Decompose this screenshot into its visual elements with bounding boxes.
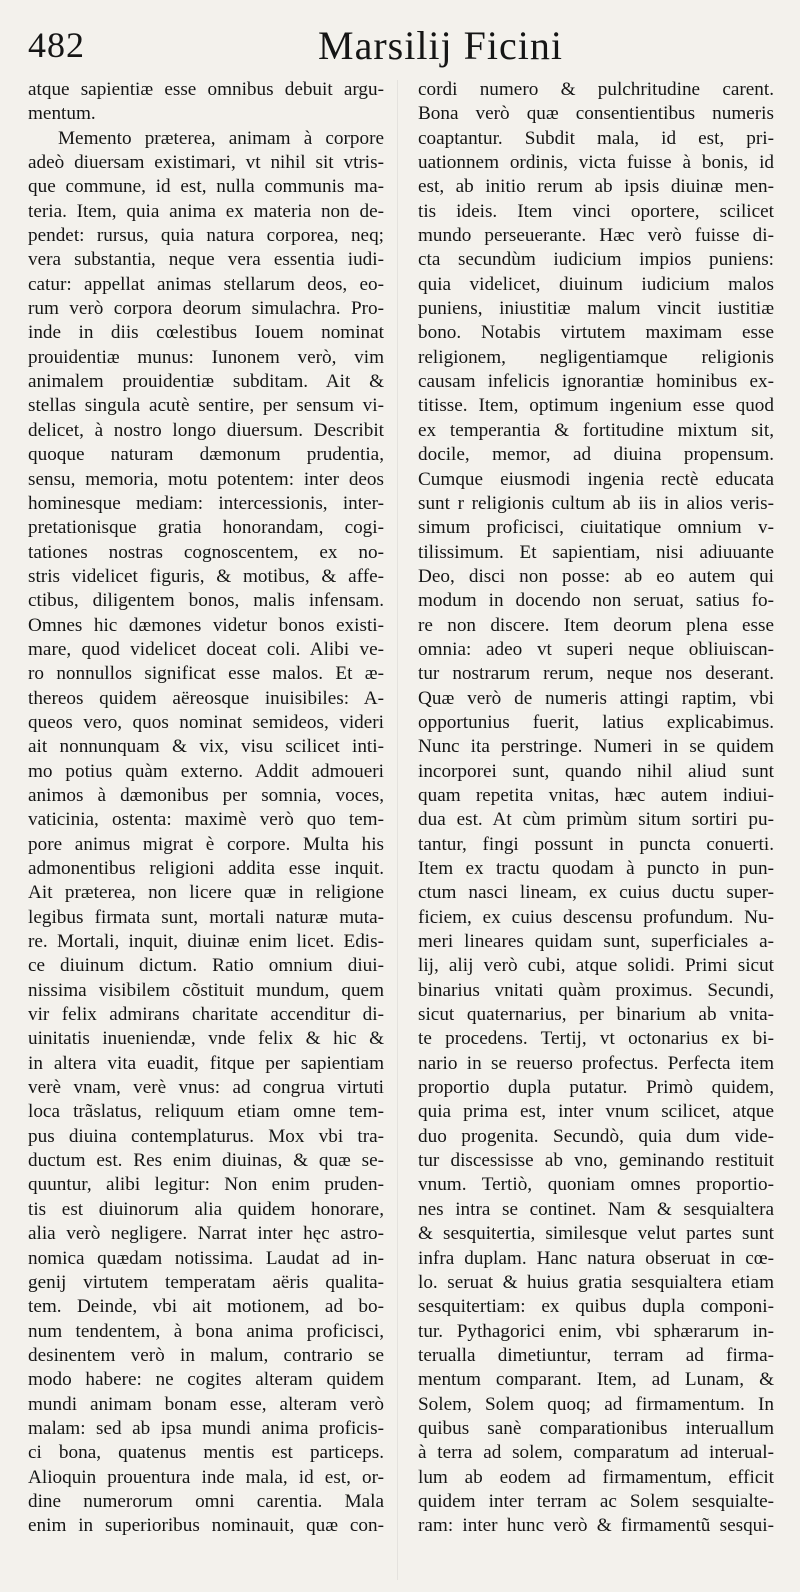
text-line: tur discessisse ab vno, geminando restituit — [418, 1150, 774, 1172]
text-line: delicet, à nostro longo diuersum. Describit — [28, 419, 384, 441]
text-line: malam: sed ab ipsa mundi anima proficis- — [28, 1417, 384, 1439]
text-line: tis est diuinorum alia quidem honorare, — [28, 1198, 384, 1220]
text-line: mundi animam bonam esse, alteram verò — [28, 1393, 384, 1415]
text-line: uationnem ordinis, victa fuisse à bonis, id — [418, 152, 774, 174]
text-line: puniens, iniustitiæ malum vincit iustitiæ — [418, 298, 774, 320]
text-line: mo potius quàm externo. Addit admoueri — [28, 760, 384, 782]
text-line: à terra ad solem, comparatum ad interual- — [418, 1442, 774, 1464]
text-line: religionem, negligentiamque religionis — [418, 346, 774, 368]
text-line: vaticinia, ostenta: maximè verò quo tem- — [28, 809, 384, 831]
text-line: que commune, id est, nulla communis ma- — [28, 176, 384, 198]
text-line: queos vero, quos nominat semideos, videri — [28, 711, 384, 733]
text-line: stris videlicet figuris, & motibus, & affe- — [28, 565, 384, 587]
text-line: dine numerorum omni carentia. Mala — [28, 1490, 384, 1512]
text-line: pus diuina contemplaturus. Mox vbi tra- — [28, 1125, 384, 1147]
text-line: quia videlicet, diuinum iudicium malos — [418, 273, 774, 295]
text-line: ctibus, diligentem bonos, malis infensam. — [28, 590, 384, 612]
text-line: Cumque eiusmodi ingenia rectè educata — [418, 468, 774, 490]
text-line: tationes nostras cognoscentem, ex no- — [28, 541, 384, 563]
text-line: teria. Item, quia anima ex materia non de- — [28, 200, 384, 222]
text-line: nomica quædam notissima. Laudat ad in- — [28, 1247, 384, 1269]
text-line: lo. seruat & huius gratia sesquialtera etiam — [418, 1271, 774, 1293]
text-line: dua est. At cùm primùm situm sortiri pu- — [418, 809, 774, 831]
column-gutter — [397, 80, 398, 1580]
right-column — [418, 78, 774, 1539]
text-line: duo progenita. Secundò, quia dum vide- — [418, 1125, 774, 1147]
text-line: mare, quod videlicet doceat coli. Alibi ve- — [28, 638, 384, 660]
text-line: ex temperantia & fortitudine mixtum sit, — [418, 419, 774, 441]
text-line: ctum nasci lineam, ex cuius ductu super- — [418, 882, 774, 904]
text-line: quidem inter terram ac Solem sesquialte- — [418, 1490, 774, 1512]
text-line: meri lineares quidam sunt, superficiales a- — [418, 931, 774, 953]
text-line: incorporei sunt, quando nihil aliud sunt — [418, 760, 774, 782]
text-line: atque sapientiæ esse omnibus debuit argu- — [28, 79, 384, 100]
text-line: pore animus migrat è corpore. Multa his — [28, 833, 384, 855]
text-line: quibus sanè comparationibus interuallum — [418, 1417, 774, 1439]
text-line: thereos quidem aëreosque inuisibiles: A- — [28, 687, 384, 709]
text-line: catur: appellat animas stellarum deos, eo- — [28, 273, 384, 295]
text-line: Memento præterea, animam à corpore — [58, 127, 384, 149]
page-header — [28, 22, 772, 74]
text-line: te procedens. Tertij, vt octonarius ex bi- — [418, 1028, 774, 1050]
text-line: vir felix admirans charitate accenditur di- — [28, 1004, 384, 1026]
text-line: adeò diuersam existimari, vt nihil sit vtris- — [28, 152, 384, 174]
text-line: prouidentiæ munus: Iunonem verò, vim — [28, 346, 384, 368]
text-line: hominesque mediam: intercessionis, inter- — [28, 492, 384, 514]
text-line: titisse. Item, optimum ingenium esse quod — [418, 395, 774, 417]
text-line: omnia: adeo vt superi neque obliuiscan- — [418, 638, 774, 660]
text-line: Solem, Solem quoq; ad firmamentum. In — [418, 1393, 774, 1415]
text-line: enim in superioribus nominauit, quæ con- — [28, 1515, 384, 1537]
text-line: cta secundùm iudicium impios puniens: — [418, 249, 774, 271]
text-line: opportunius fuerit, latius explicabimus. — [418, 711, 774, 733]
text-line: stellas singula acutè sentire, per sensum vi- — [28, 395, 384, 417]
text-line: uinitatis inueniendæ, vnde felix & hic & — [28, 1028, 384, 1050]
text-line: nes intra se continet. Nam & sesquialtera — [418, 1198, 774, 1220]
text-line: sunt r religionis cultum ab iis in alios veris- — [418, 492, 774, 514]
page-number: 482 — [28, 25, 85, 65]
text-line: Omnes hic dæmones videtur bonos existi- — [28, 614, 384, 636]
text-line: infra duplam. Hanc natura obseruat in cœ- — [418, 1247, 774, 1269]
text-line: Nunc ita perstringe. Numeri in se quidem — [418, 736, 774, 758]
text-line: desinentem verò in malum, contrario se — [28, 1344, 384, 1366]
text-line: inde in diis cœlestibus Iouem nominat — [28, 322, 384, 344]
text-line: ci bona, quatenus mentis est particeps. — [28, 1442, 384, 1464]
text-line: num tendentem, à bona anima proficisci, — [28, 1320, 384, 1342]
text-line: pendet: rursus, quia natura corporea, neq; — [28, 225, 384, 247]
text-line: mundo perseuerante. Hæc verò fuisse di- — [418, 225, 774, 247]
text-line: pretationisque gratia honorandam, cogi- — [28, 517, 384, 539]
text-line: cordi numero & pulchritudine carent. — [418, 79, 774, 100]
text-line: Item ex tractu quodam à puncto in pun- — [418, 858, 774, 879]
text-line: animos à dæmonibus per somnia, voces, — [28, 784, 384, 806]
text-line: genij virtutem temperatam aëris qualita- — [28, 1271, 384, 1293]
text-line: lum ab eodem ad firmamentum, efficit — [418, 1466, 774, 1488]
text-line: proportio dupla putatur. Primò quidem, — [418, 1077, 774, 1099]
text-line: sesquitertiam: ex quibus dupla componi- — [418, 1296, 774, 1318]
text-line: mentum comparant. Item, ad Lunam, & — [418, 1369, 774, 1391]
text-line: ro nonnullos significat esse malos. Et æ- — [28, 663, 384, 685]
text-line: modum in docendo non seruat, satius fo- — [418, 590, 774, 612]
text-line: est, ab initio rerum ab ipsis diuinæ men- — [418, 176, 774, 198]
text-line: re non discere. Item deorum plena esse — [418, 614, 774, 636]
text-line: Bona verò quæ consentientibus numeris — [418, 103, 774, 125]
text-line: bono. Notabis virtutem maximam esse — [418, 322, 774, 344]
text-line: rum verò corpora deorum simulachra. Pro- — [28, 298, 384, 320]
text-line: quuntur, alibi legitur: Non enim pruden- — [28, 1174, 384, 1196]
text-line: vera substantia, neque vera essentia iudi- — [28, 249, 384, 271]
text-line: sicut quaternarius, per binarium ab vnita- — [418, 1004, 774, 1026]
text-line: Quæ verò de numeris attingi raptim, vbi — [418, 687, 774, 709]
text-line: ficiem, ex cuius descensu profundum. Nu- — [418, 906, 774, 928]
left-column — [28, 78, 384, 1539]
text-line: quam repetita vnitas, hæc autem indiui- — [418, 784, 774, 806]
text-line: tis ideis. Item vinci oportere, scilicet — [418, 200, 774, 222]
text-line: tur nostrarum rerum, neque nos deserant. — [418, 663, 774, 685]
text-line: ait nonnunquam & vix, visu scilicet inti- — [28, 736, 384, 758]
text-line: Alioquin prouentura inde mala, id est, or- — [28, 1466, 384, 1488]
text-line: Deo, disci non posse: ab eo autem qui — [418, 565, 774, 587]
text-line: verè vnam, verè vnus: ad congrua virtuti — [28, 1077, 384, 1099]
text-line: nissima visibilem cõstituit mundum, quem — [28, 979, 384, 1001]
text-line: Ait præterea, non licere quæ in religione — [28, 882, 384, 904]
text-line: tantur, fingi possunt in puncta conuerti. — [418, 833, 774, 855]
text-line: quoque naturam dæmonum prudentia, — [28, 444, 384, 466]
text-line: legibus firmata sunt, mortali naturæ muta- — [28, 906, 384, 928]
running-head: Marsilij Ficini — [318, 23, 563, 68]
text-line: modo habere: ne cogites alteram quidem — [28, 1369, 384, 1391]
text-line: tem. Deinde, vbi ait motionem, ad bo- — [28, 1296, 384, 1318]
text-line: sensu, memoria, motu potentem: inter deos — [28, 468, 384, 490]
text-line: terualla dimetiuntur, terram ad firma- — [418, 1344, 774, 1366]
text-line: tur. Pythagorici enim, vbi sphærarum in- — [418, 1320, 774, 1342]
text-line: vnum. Tertiò, quoniam omnes proportio- — [418, 1174, 774, 1196]
text-line: nario in se reuerso profectus. Perfecta item — [418, 1052, 774, 1074]
text-line: causam infelicis ignorantiæ hominibus ex- — [418, 371, 774, 393]
text-line: ductum est. Res enim diuinas, & quæ se- — [28, 1150, 384, 1172]
text-line: lij, alij verò cubi, atque solidi. Primi sicut — [418, 955, 774, 977]
text-line: simum proficisci, ciuitatique omnium v- — [418, 517, 774, 539]
text-line: re. Mortali, inquit, diuinæ enim licet. Edis- — [28, 931, 384, 953]
text-line: alia verò negligere. Narrat inter hęc astro- — [28, 1223, 384, 1245]
text-line: & sesquitertia, similesque velut partes sunt — [418, 1223, 774, 1245]
text-line: admonentibus religioni addita esse inquit. — [28, 858, 384, 879]
text-line: animalem prouidentiæ subditam. Ait & — [28, 371, 384, 393]
text-line: binarius vnitati quàm proximus. Secundi, — [418, 979, 774, 1001]
text-line: in altera vita euadit, fitque per sapientiam — [28, 1052, 384, 1074]
text-line: coaptantur. Subdit mala, id est, pri- — [418, 127, 774, 149]
text-line: mentum. — [28, 103, 96, 125]
text-line: tilissimum. Et sapientiam, nisi adiuuante — [418, 541, 774, 563]
text-line: loca trãslatus, reliquum etiam omne tem- — [28, 1101, 384, 1123]
text-line: docile, memor, ad diuina propensum. — [418, 444, 774, 466]
text-line: ram: inter hunc verò & firmamentũ sesqui- — [418, 1515, 774, 1537]
text-line: quia prima est, inter vnum scilicet, atque — [418, 1101, 774, 1123]
text-line: ce diuinum dictum. Ratio omnium diui- — [28, 955, 384, 977]
